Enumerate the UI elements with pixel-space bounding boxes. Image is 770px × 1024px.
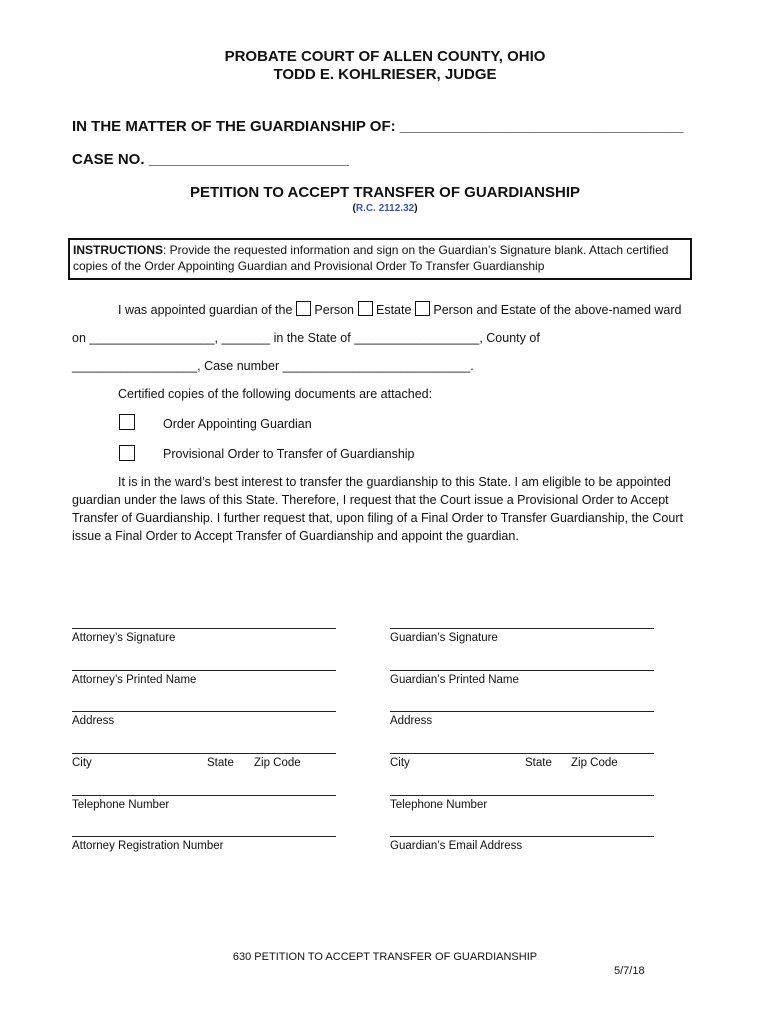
case-blank[interactable]: ________________________: [148, 151, 349, 168]
instructions-label: INSTRUCTIONS: [73, 243, 163, 257]
attachment-item: Order Appointing Guardian: [163, 417, 312, 431]
attachments-intro: Certified copies of the following documents are attached:: [118, 387, 433, 401]
order-appointing-checkbox[interactable]: [119, 414, 135, 430]
person-and-estate-label: Person and Estate of the above-named ward: [433, 303, 682, 317]
guardian-telephone-label: Telephone Number: [390, 799, 488, 811]
attorney-registration-label: Attorney Registration Number: [72, 840, 224, 852]
instructions-text: : Provide the requested information and sign on the Guardian’s Signature blank. Attach certified copies of the Order Appointing Guardian and Provisional Order To Transfer Guardianship: [73, 243, 669, 273]
guardian-telephone-line[interactable]: [390, 795, 654, 796]
attorney-registration-line[interactable]: [72, 836, 336, 837]
matter-line: [72, 118, 683, 135]
petition-title: PETITION TO ACCEPT TRANSFER OF GUARDIANSHIP: [189, 184, 580, 201]
guardian-state-label: State: [525, 757, 552, 769]
attorney-zip-label: Zip Code: [254, 757, 301, 769]
attorney-printed-name-label: Attorney’s Printed Name: [72, 674, 197, 686]
attorney-address-line[interactable]: [72, 711, 336, 712]
appointment-intro: I was appointed guardian of the: [118, 303, 293, 317]
attorney-signature-label: Attorney’s Signature: [72, 632, 176, 644]
case-number-line: [72, 151, 349, 168]
attorney-signature-line[interactable]: [72, 628, 336, 629]
guardian-city-label: City: [390, 757, 410, 769]
attorney-address-label: Address: [72, 715, 115, 727]
estate-checkbox[interactable]: [358, 301, 373, 316]
appointment-date-state-line[interactable]: on __________________, _______ in the State of __________________, County of: [72, 331, 540, 345]
guardian-signature-line[interactable]: [390, 628, 654, 629]
guardian-email-line[interactable]: [390, 836, 654, 837]
guardian-printed-name-line[interactable]: [390, 670, 654, 671]
instructions-box: [68, 238, 692, 280]
person-and-estate-checkbox[interactable]: [415, 301, 430, 316]
guardian-signature-label: Guardian’s Signature: [390, 632, 498, 644]
guardian-email-label: Guardian’s Email Address: [390, 840, 523, 852]
matter-blank[interactable]: __________________________________: [399, 118, 684, 135]
attorney-telephone-label: Telephone Number: [72, 799, 170, 811]
guardian-address-label: Address: [390, 715, 433, 727]
appointment-line: [118, 301, 681, 319]
guardian-city-line[interactable]: [390, 753, 654, 754]
provisional-order-checkbox[interactable]: [119, 445, 135, 461]
guardian-printed-name-label: Guardian’s Printed Name: [390, 674, 519, 686]
attorney-city-line[interactable]: [72, 753, 336, 754]
request-paragraph: It is in the ward’s best interest to transfer the guardianship to this State. I am eligible to be appointed guardian under the laws of this State. Therefore, I request that the Court issue a Provisional Order to Accept Transfer of Guardianship. I further request that, upon filing of a Final Order to Transfer Guardianship, the Court issue a Final Order to Accept Transfer of Guardianship and appoint the guardian.: [72, 475, 683, 543]
statute-reference: (R.C. 2112.32): [352, 203, 418, 214]
attorney-state-label: State: [207, 757, 234, 769]
attorney-printed-name-line[interactable]: [72, 670, 336, 671]
matter-label: IN THE MATTER OF THE GUARDIANSHIP OF:: [72, 118, 396, 135]
guardian-zip-label: Zip Code: [571, 757, 618, 769]
appointment-case-line[interactable]: __________________, Case number ___________________________.: [72, 359, 474, 373]
judge-name: TODD E. KOHLRIESER, JUDGE: [273, 66, 497, 83]
attorney-city-label: City: [72, 757, 92, 769]
person-label: Person: [314, 303, 355, 317]
form-footer: 630 PETITION TO ACCEPT TRANSFER OF GUARDIANSHIP: [232, 951, 538, 963]
guardian-address-line[interactable]: [390, 711, 654, 712]
attorney-telephone-line[interactable]: [72, 795, 336, 796]
form-revision-date: 5/7/18: [614, 965, 645, 977]
court-name: PROBATE COURT OF ALLEN COUNTY, OHIO: [224, 48, 546, 65]
statute-link[interactable]: R.C. 2112.32: [355, 203, 415, 214]
case-label: CASE NO.: [72, 151, 145, 168]
person-checkbox[interactable]: [296, 301, 311, 316]
estate-label: Estate: [375, 303, 412, 317]
attachment-item: Provisional Order to Transfer of Guardianship: [163, 447, 415, 461]
